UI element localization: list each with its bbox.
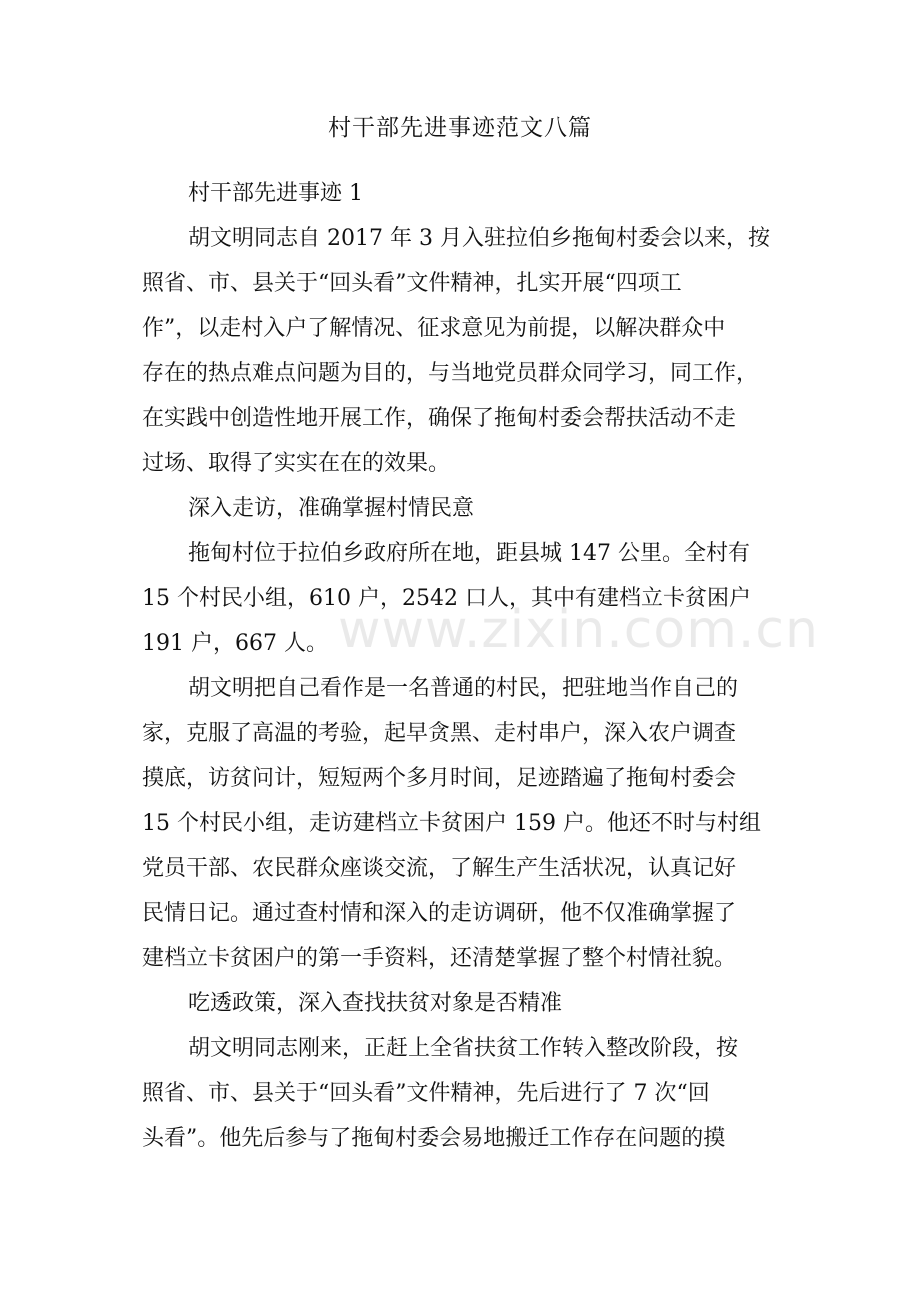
paragraph-line: 15 个村民小组，610 户，2542 口人，其中有建档立卡贫困户 xyxy=(142,586,751,611)
paragraph-line: 作”，以走村入户了解情况、征求意见为前提，以解决群众中 xyxy=(142,316,726,341)
paragraph-line: 胡文明把自己看作是一名普通的村民，把驻地当作自己的 xyxy=(188,676,739,701)
paragraph-line: 胡文明同志自 2017 年 3 月入驻拉伯乡拖甸村委会以来，按 xyxy=(188,226,770,251)
paragraph-line: 存在的热点难点问题为目的，与当地党员群众同学习，同工作， xyxy=(142,361,759,386)
paragraph-line: 15 个村民小组，走访建档立卡贫困户 159 户。他还不时与村组 xyxy=(142,811,761,836)
paragraph-line: 过场、取得了实实在在的效果。 xyxy=(142,451,451,476)
paragraph-line: 家，克服了高温的考验，起早贪黑、走村串户，深入农户调查 xyxy=(142,721,737,746)
subheading: 吃透政策，深入查找扶贫对象是否精准 xyxy=(188,991,563,1016)
paragraph-line: 照省、市、县关于“回头看”文件精神，扎实开展“四项工 xyxy=(142,271,682,296)
paragraph-line: 在实践中创造性地开展工作，确保了拖甸村委会帮扶活动不走 xyxy=(142,406,737,431)
document-title: 村干部先进事迹范文八篇 xyxy=(328,115,592,141)
paragraph-line: 胡文明同志刚来，正赶上全省扶贫工作转入整改阶段，按 xyxy=(188,1036,739,1061)
paragraph-line: 照省、市、县关于“回头看”文件精神，先后进行了 7 次“回 xyxy=(142,1081,710,1106)
paragraph-line: 191 户，667 人。 xyxy=(142,631,328,656)
paragraph-line: 建档立卡贫困户的第一手资料，还清楚掌握了整个村情社貌。 xyxy=(142,946,737,971)
paragraph-line: 民情日记。通过查村情和深入的走访调研，他不仅准确掌握了 xyxy=(142,901,737,926)
section-heading: 村干部先进事迹 1 xyxy=(188,181,363,206)
paragraph-line: 摸底，访贫问计，短短两个多月时间，足迹踏遍了拖甸村委会 xyxy=(142,766,737,791)
subheading: 深入走访，准确掌握村情民意 xyxy=(188,496,475,521)
paragraph-line: 拖甸村位于拉伯乡政府所在地，距县城 147 公里。全村有 xyxy=(188,541,750,566)
paragraph-line: 党员干部、农民群众座谈交流，了解生产生活状况，认真记好 xyxy=(142,856,737,881)
watermark: www.zixin.com.cn xyxy=(338,600,819,660)
paragraph-line: 头看”。他先后参与了拖甸村委会易地搬迁工作存在问题的摸 xyxy=(142,1126,726,1151)
